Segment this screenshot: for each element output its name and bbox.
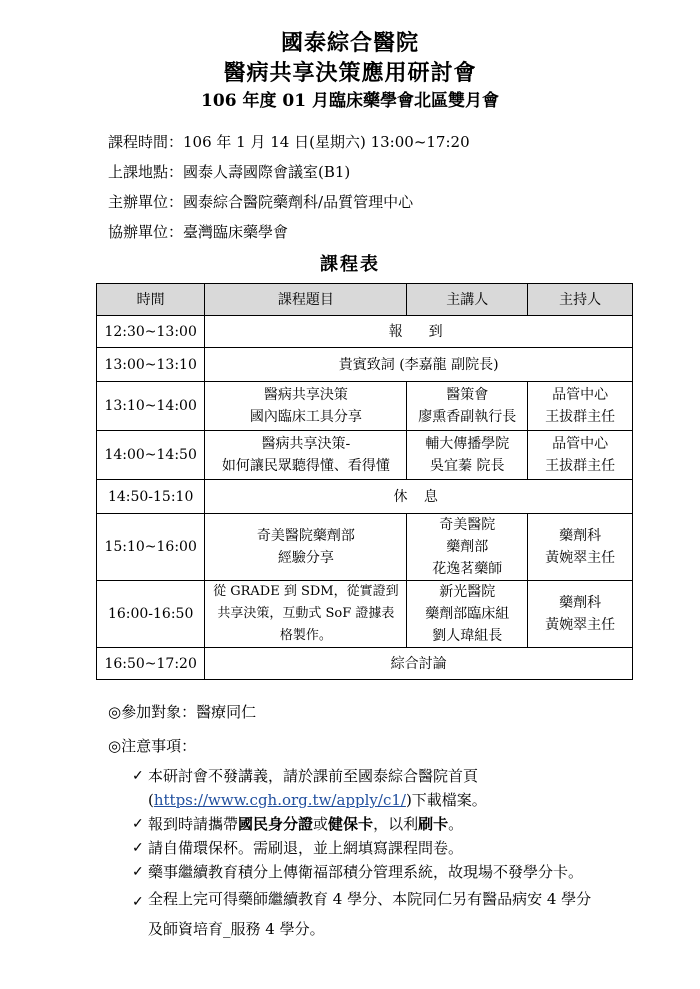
check-icon: ✓ xyxy=(132,840,144,856)
course-info xyxy=(108,127,470,247)
schedule-table xyxy=(96,283,633,680)
row-host: 藥劑科 黃婉翠主任 xyxy=(528,581,633,648)
table-row xyxy=(97,382,633,431)
schedule-header-row xyxy=(97,284,633,316)
info-label: 主辦單位： xyxy=(108,193,184,211)
info-co-organizer xyxy=(108,217,470,247)
row-host: 品管中心 王拔群主任 xyxy=(528,382,633,431)
check-icon: ✓ xyxy=(132,894,144,910)
note-text: 及師資培育_服務 4 學分。 xyxy=(148,920,325,938)
note-emphasis: 國民身分證 xyxy=(238,815,314,833)
table-row xyxy=(97,581,633,648)
table-row xyxy=(97,348,633,382)
note-text: )下載檔案。 xyxy=(405,791,487,809)
check-icon: ✓ xyxy=(132,816,144,832)
row-speaker: 輔大傳播學院 吳宜蓁 院長 xyxy=(407,431,528,480)
header-speaker: 主講人 xyxy=(407,284,528,316)
row-speaker: 奇美醫院 藥劑部 花逸茗藥師 xyxy=(407,514,528,581)
seminar-subtitle: 106 年度 01 月臨床藥學會北區雙月會 xyxy=(201,91,499,111)
row-topic: 奇美醫院藥劑部 經驗分享 xyxy=(205,514,407,581)
row-topic: 醫病共享決策 國內臨床工具分享 xyxy=(205,382,407,431)
table-row xyxy=(97,480,633,514)
row-time: 13:00~13:10 xyxy=(97,348,205,382)
info-organizer xyxy=(108,187,470,217)
info-value: 106 年 1 月 14 日(星期六) 13:00~17:20 xyxy=(183,133,470,151)
homepage-link[interactable]: https://www.cgh.org.tw/apply/c1/ xyxy=(153,791,406,809)
header-host: 主持人 xyxy=(528,284,633,316)
header-time: 時間 xyxy=(97,284,205,316)
row-time: 16:00-16:50 xyxy=(97,581,205,648)
note-text: 。 xyxy=(448,815,464,833)
row-topic: 醫病共享決策- 如何讓民眾聽得懂、看得懂 xyxy=(205,431,407,480)
schedule-title: 課程表 xyxy=(320,254,380,275)
note-item xyxy=(108,836,648,860)
row-merged: 綜合討論 xyxy=(205,648,633,680)
note-text: 請自備環保杯。需刷退，並上網填寫課程問卷。 xyxy=(148,839,464,857)
table-row xyxy=(97,514,633,581)
note-emphasis: 刷卡 xyxy=(418,815,449,833)
info-value: 國泰人壽國際會議室(B1) xyxy=(183,163,351,181)
row-speaker: 醫策會 廖熏香副執行長 xyxy=(407,382,528,431)
row-host: 品管中心 王拔群主任 xyxy=(528,431,633,480)
note-text: 全程上完可得藥師繼續教育 4 學分、本院同仁另有醫品病安 4 學分 xyxy=(148,890,592,908)
info-venue xyxy=(108,157,470,187)
table-row xyxy=(97,648,633,680)
info-value: 臺灣臨床藥學會 xyxy=(183,223,289,241)
header-topic: 課程題目 xyxy=(205,284,407,316)
row-time: 13:10~14:00 xyxy=(97,382,205,431)
row-time: 12:30~13:00 xyxy=(97,316,205,348)
note-item xyxy=(108,884,648,944)
table-row xyxy=(97,431,633,480)
row-merged: 報 到 xyxy=(205,316,633,348)
notes-section xyxy=(108,700,648,944)
row-host: 藥劑科 黃婉翠主任 xyxy=(528,514,633,581)
check-icon: ✓ xyxy=(132,864,144,880)
check-icon: ✓ xyxy=(132,768,144,784)
row-merged: 休 息 xyxy=(205,480,633,514)
document-header xyxy=(0,28,700,114)
info-label: 上課地點： xyxy=(108,163,184,181)
note-text: 本研討會不發講義，請於課前至國泰綜合醫院首頁 xyxy=(148,767,479,785)
info-label: 課程時間： xyxy=(108,133,184,151)
notes-heading: ◎注意事項： xyxy=(108,737,197,755)
note-text: 或 xyxy=(313,815,329,833)
info-time xyxy=(108,127,470,157)
audience-line: ◎參加對象：醫療同仁 xyxy=(108,703,257,721)
table-row xyxy=(97,316,633,348)
row-time: 15:10~16:00 xyxy=(97,514,205,581)
note-item xyxy=(108,860,648,884)
seminar-title: 醫病共享決策應用研討會 xyxy=(223,60,477,86)
row-time: 14:50-15:10 xyxy=(97,480,205,514)
note-text: 報到時請攜帶 xyxy=(148,815,239,833)
row-speaker: 新光醫院 藥劑部臨床組 劉人瑋組長 xyxy=(407,581,528,648)
row-topic: 從 GRADE 到 SDM，從實證到 共享決策，互動式 SoF 證據表 格製作。 xyxy=(205,581,407,648)
hospital-name: 國泰綜合醫院 xyxy=(280,30,419,56)
row-time: 16:50~17:20 xyxy=(97,648,205,680)
note-item xyxy=(108,812,648,836)
info-label: 協辦單位： xyxy=(108,223,184,241)
row-time: 14:00~14:50 xyxy=(97,431,205,480)
row-merged: 貴賓致詞 (李嘉龍 副院長) xyxy=(205,348,633,382)
note-text: ，以利 xyxy=(373,815,419,833)
info-value: 國泰綜合醫院藥劑科/品質管理中心 xyxy=(183,193,414,211)
note-text: 藥事繼續教育積分上傳衛福部積分管理系統，故現場不發學分卡。 xyxy=(148,863,584,881)
note-item: ✓ 本研討會不發講義，請於課前至國泰綜合醫院首頁 (https://www.cgh.org.tw/apply/c1/)下載檔案。 xyxy=(108,764,648,812)
note-emphasis: 健保卡 xyxy=(328,815,374,833)
